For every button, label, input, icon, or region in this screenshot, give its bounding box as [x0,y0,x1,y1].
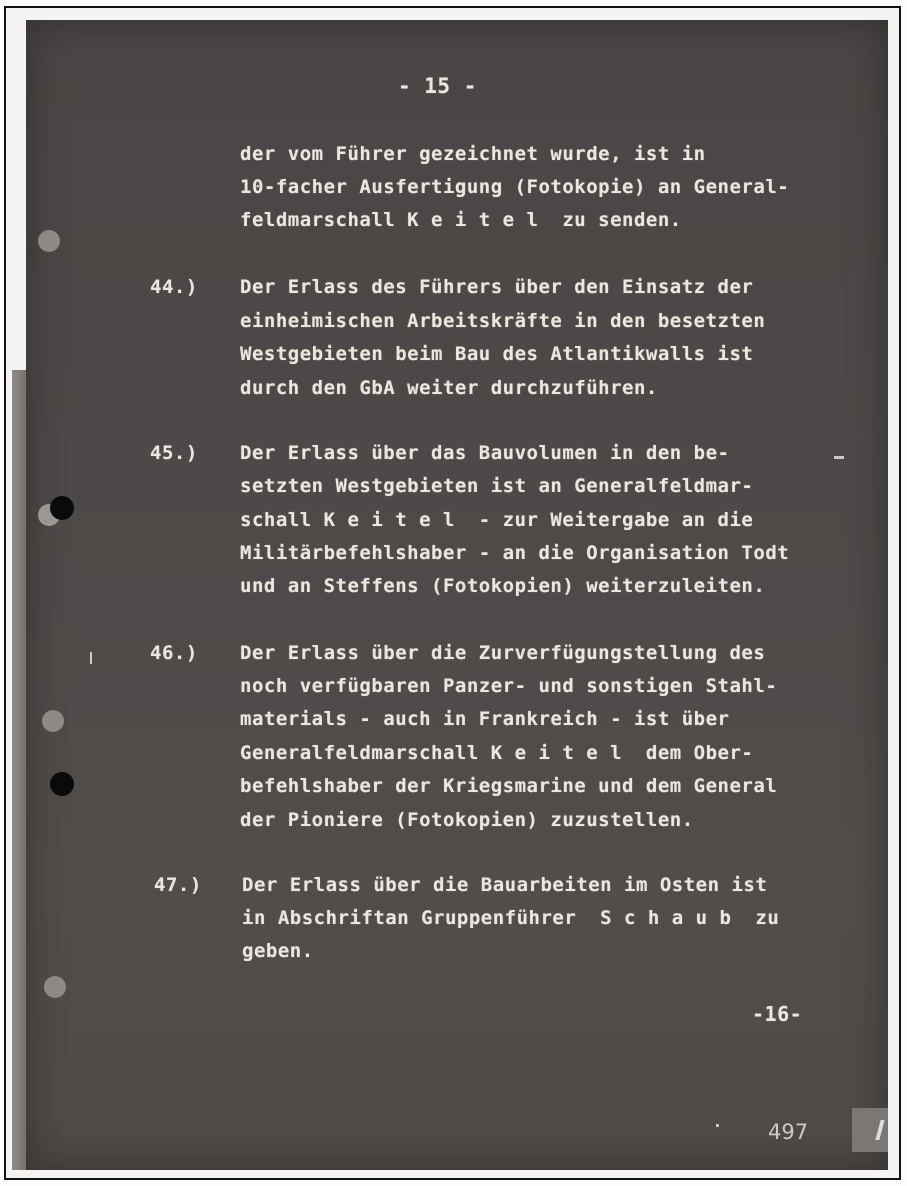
text-line: schall K e i t e l - zur Weitergabe an die [240,509,754,531]
item-number: 44.) [150,276,198,298]
text-line: befehlshaber der Kriegsmarine und dem General [240,775,778,797]
text-line: Militärbefehlshaber - an die Organisation Todt [240,542,790,564]
page-number: - 15 - [398,74,477,98]
text-line: geben. [242,940,314,962]
text-line: in Abschriftan Gruppenführer S c h a u b zu [242,907,780,929]
punch-hole-icon [50,496,74,520]
text-line: der vom Führer gezeichnet wurde, ist in [240,143,706,165]
archive-number: 497 [768,1120,809,1144]
next-page-indicator: -16- [752,1002,803,1026]
text-line: Der Erlass über die Zurverfügungstellung des [240,642,766,664]
text-line: Der Erlass über die Bauarbeiten im Osten ist [242,874,768,896]
item-number: 45.) [150,442,198,464]
text-line: der Pioniere (Fotokopien) zuzustellen. [240,809,694,831]
corner-tab [852,1108,888,1152]
text-line: durch den GbA weiter durchzuführen. [240,377,658,399]
text-line: materials - auch in Frankreich - ist über [240,708,730,730]
item-number: 46.) [150,642,198,664]
scratch-mark [90,652,92,664]
text-line: feldmarschall K e i t e l zu senden. [240,209,682,231]
text-line: und an Steffens (Fotokopien) weiterzuleiten. [240,575,766,597]
text-line: setzten Westgebieten ist an Generalfeldmar- [240,475,754,497]
text-line: Der Erlass über das Bauvolumen in den be- [240,442,730,464]
text-line: Generalfeldmarschall K e i t e l dem Ober- [240,742,754,764]
punch-hole-icon [44,976,66,998]
scratch-mark [716,1124,719,1127]
punch-hole-icon [42,710,64,732]
text-line: 10-facher Ausfertigung (Fotokopie) an General- [240,176,790,198]
item-number: 47.) [154,874,202,896]
text-line: einheimischen Arbeitskräfte in den besetzten [240,310,766,332]
text-line: Der Erlass des Führers über den Einsatz der [240,276,754,298]
scratch-mark [834,456,844,459]
text-line: Westgebieten beim Bau des Atlantikwalls ist [240,343,754,365]
punch-hole-icon [50,772,74,796]
punch-hole-icon [38,230,60,252]
text-line: noch verfügbaren Panzer- und sonstigen Stahl- [240,675,778,697]
